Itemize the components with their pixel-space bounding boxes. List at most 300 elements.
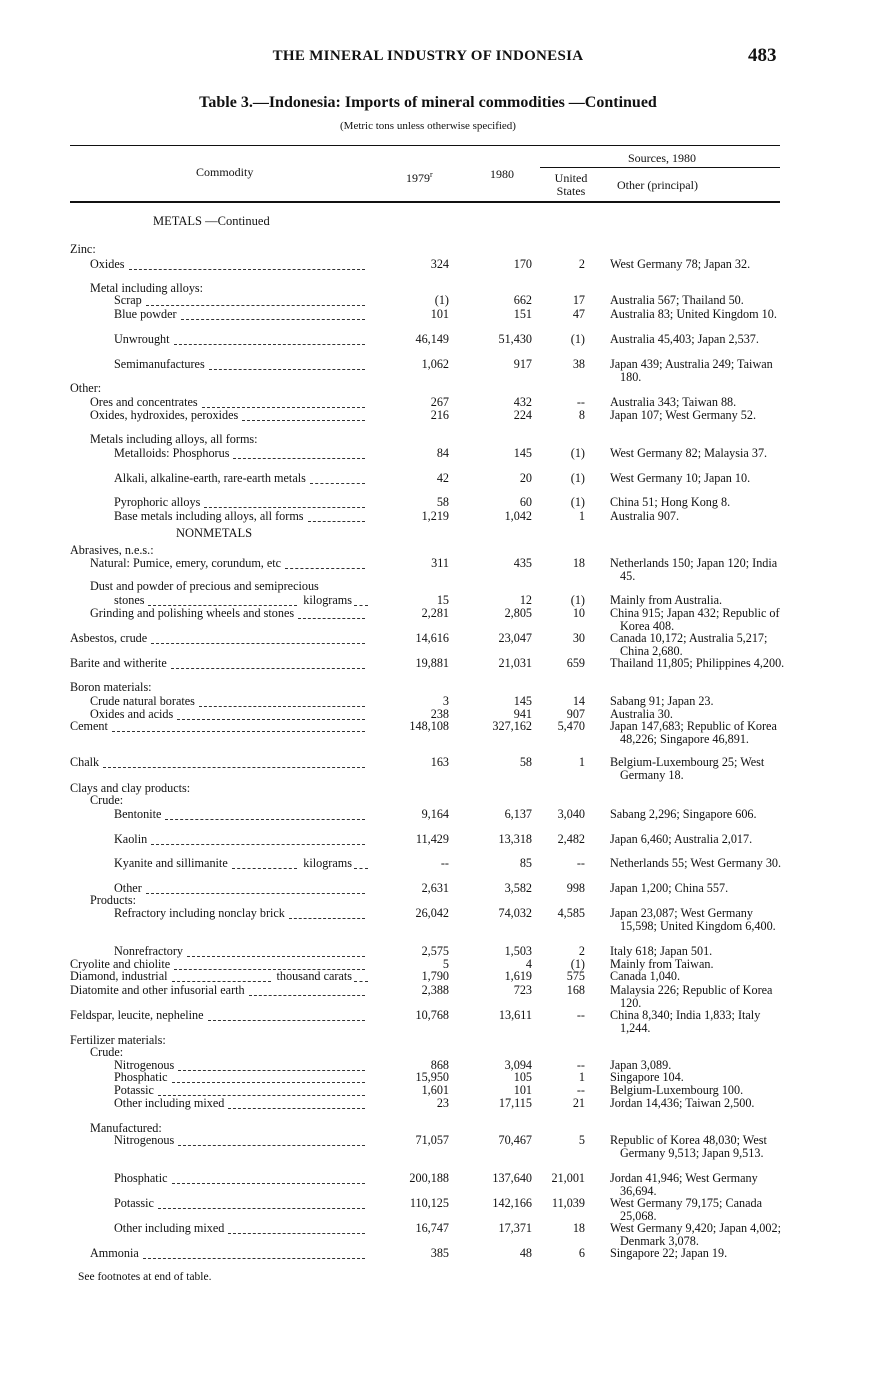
value-1979: 14,616	[415, 631, 449, 645]
unit-label: thousand carats	[276, 969, 352, 983]
commodity-label	[70, 544, 154, 557]
value-1979: 1,062	[421, 357, 449, 371]
value-1979: --	[440, 856, 449, 870]
commodity-label	[114, 1222, 224, 1235]
value-1980: 142,166	[492, 1196, 532, 1210]
commodity-label	[114, 447, 229, 460]
value-1979: 148,108	[409, 719, 449, 733]
value-united-states: 1	[578, 509, 585, 523]
other-sources	[610, 308, 785, 321]
commodity-label	[70, 1009, 204, 1022]
commodity-name: Crude natural borates	[90, 694, 195, 708]
commodity-name: Abrasives, n.e.s.:	[70, 543, 154, 557]
header-1980: 1980	[490, 167, 514, 181]
commodity-label	[70, 984, 245, 997]
commodity-label	[114, 358, 205, 371]
commodity-label	[70, 720, 108, 733]
value-1979: 2,631	[421, 881, 449, 895]
commodity-name: Diatomite and other infusorial earth	[70, 983, 245, 997]
header-bottom-rule	[70, 201, 780, 203]
value-1979: 71,057	[415, 1133, 449, 1147]
dot-leader	[354, 594, 368, 606]
value-united-states: 4,585	[557, 906, 585, 920]
dot-leader	[233, 447, 365, 459]
value-united-states: 47	[572, 307, 585, 321]
commodity-label	[90, 607, 294, 620]
value-1980: 327,162	[492, 719, 532, 733]
value-united-states: 8	[578, 408, 585, 422]
dot-leader	[177, 708, 365, 720]
value-1979: 267	[430, 395, 449, 409]
value-united-states: 1	[578, 755, 585, 769]
dot-leader	[228, 1222, 365, 1234]
value-united-states: 11,039	[551, 1196, 585, 1210]
commodity-label	[70, 382, 101, 395]
commodity-label	[70, 632, 147, 645]
value-1980: 58	[519, 755, 532, 769]
value-1980: 435	[513, 556, 532, 570]
unit-label: kilograms	[303, 856, 352, 870]
other-sources-text: West Germany 79,175; Canada 25,068.	[610, 1196, 762, 1223]
value-united-states: 907	[566, 707, 585, 721]
value-1980: 51,430	[498, 332, 532, 346]
value-1979: 1,219	[421, 509, 449, 523]
value-1980: 1,042	[504, 509, 532, 523]
other-sources-text: Canada 10,172; Australia 5,217; China 2,680.	[610, 631, 768, 658]
commodity-label	[114, 472, 306, 485]
commodity-name: Kaolin	[114, 832, 148, 846]
commodity-name: Blue powder	[114, 307, 177, 321]
value-united-states: 38	[572, 357, 585, 371]
other-sources-text: Canada 1,040.	[610, 969, 681, 983]
commodity-label	[70, 657, 167, 670]
value-united-states: 6	[578, 1246, 585, 1260]
value-1980: 17,371	[498, 1221, 532, 1235]
value-1979: 2,281	[421, 606, 449, 620]
commodity-name: Other:	[70, 381, 102, 395]
value-1980: 662	[513, 293, 532, 307]
dot-leader	[249, 984, 365, 996]
value-united-states: 14	[572, 694, 585, 708]
value-united-states: 3,040	[557, 807, 585, 821]
value-1980: 3,094	[504, 1058, 532, 1072]
other-sources-text: Thailand 11,805; Philippines 4,200.	[610, 656, 785, 670]
value-1979: 3	[442, 694, 449, 708]
other-sources-text: West Germany 10; Japan 10.	[610, 471, 751, 485]
commodity-name: Phosphatic	[114, 1070, 168, 1084]
commodity-name: Cryolite and chiolite	[70, 957, 171, 971]
dot-leader	[172, 1071, 366, 1083]
commodity-name: Boron materials:	[70, 680, 152, 694]
commodity-label	[90, 1247, 139, 1260]
value-1980: 48	[519, 1246, 532, 1260]
commodity-name: Oxides and acids	[90, 707, 174, 721]
value-1980: 23,047	[498, 631, 532, 645]
commodity-label	[90, 580, 319, 593]
other-sources	[610, 496, 785, 509]
other-sources-text: Mainly from Taiwan.	[610, 957, 714, 971]
value-united-states: 168	[566, 983, 585, 997]
value-1979: 9,164	[421, 807, 449, 821]
dot-leader	[289, 907, 365, 919]
dot-leader	[146, 882, 365, 894]
other-sources-text: West Germany 82; Malaysia 37.	[610, 446, 768, 460]
other-sources	[610, 882, 785, 895]
other-sources-text: Japan 6,460; Australia 2,017.	[610, 832, 753, 846]
commodity-name: Grinding and polishing wheels and stones	[90, 606, 295, 620]
value-united-states: (1)	[570, 332, 585, 346]
dot-leader	[228, 1097, 365, 1109]
value-1980: 20	[519, 471, 532, 485]
value-1980: 21,031	[498, 656, 532, 670]
dot-leader	[129, 258, 365, 270]
commodity-name: Alkali, alkaline-earth, rare-earth metals	[114, 471, 306, 485]
value-united-states: 21	[572, 1096, 585, 1110]
commodity-name: Dust and powder of precious and semiprecious	[90, 579, 319, 593]
value-united-states: --	[576, 1008, 585, 1022]
footnote: See footnotes at end of table.	[78, 1271, 212, 1283]
other-sources	[610, 1172, 785, 1197]
commodity-label	[90, 695, 195, 708]
commodity-label	[114, 1172, 168, 1185]
other-sources	[610, 1247, 785, 1260]
value-1979: 19,881	[415, 656, 449, 670]
value-1979: 110,125	[409, 1196, 449, 1210]
commodity-label	[90, 396, 198, 409]
commodity-name: Cement	[70, 719, 108, 733]
other-sources-text: Netherlands 150; Japan 120; India 45.	[610, 556, 778, 583]
commodity-name: Base metals including alloys, all forms	[114, 509, 304, 523]
commodity-name: Oxides, hydroxides, peroxides	[90, 408, 239, 422]
commodity-name: Metals including alloys, all forms:	[90, 432, 258, 446]
value-1980: 70,467	[498, 1133, 532, 1147]
dot-leader	[199, 695, 365, 707]
value-1980: 151	[513, 307, 532, 321]
other-sources-text: Republic of Korea 48,030; West Germany 9,513; Japan 9,513.	[610, 1133, 767, 1160]
other-sources-text: Sabang 91; Japan 23.	[610, 694, 714, 708]
value-united-states: 18	[572, 556, 585, 570]
dot-leader	[151, 833, 365, 845]
commodity-name: Semimanufactures	[114, 357, 205, 371]
commodity-label	[70, 243, 96, 256]
value-1979: 26,042	[415, 906, 449, 920]
value-1979: 324	[430, 257, 449, 271]
other-sources	[610, 594, 785, 607]
other-sources	[610, 358, 785, 383]
other-sources-text: Japan 147,683; Republic of Korea 48,226; Singapore 46,891.	[610, 719, 777, 746]
commodity-label	[90, 1046, 123, 1059]
value-united-states: --	[576, 856, 585, 870]
value-united-states: 5	[578, 1133, 585, 1147]
commodity-label	[114, 308, 177, 321]
value-1980: 105	[513, 1070, 532, 1084]
commodity-label	[90, 433, 258, 446]
commodity-name: Zinc:	[70, 242, 96, 256]
dot-leader	[158, 1084, 365, 1096]
page-number: 483	[748, 45, 777, 66]
table-subtitle: (Metric tons unless otherwise specified)	[340, 120, 516, 132]
running-title: THE MINERAL INDUSTRY OF INDONESIA	[272, 48, 584, 64]
other-sources-text: Mainly from Australia.	[610, 593, 723, 607]
commodity-label	[90, 794, 123, 807]
other-sources	[610, 1134, 785, 1159]
commodity-label	[90, 894, 136, 907]
value-1979: 11,429	[415, 832, 449, 846]
value-united-states: 2	[578, 944, 585, 958]
commodity-name: Fertilizer materials:	[70, 1033, 166, 1047]
value-united-states: 998	[566, 881, 585, 895]
other-sources	[610, 808, 785, 821]
value-united-states: 17	[572, 293, 585, 307]
dot-leader	[151, 632, 365, 644]
commodity-name: Manufactured:	[90, 1121, 162, 1135]
other-sources	[610, 970, 785, 983]
dot-leader	[148, 594, 297, 606]
commodity-name: Clays and clay products:	[70, 781, 191, 795]
commodity-name: Ammonia	[90, 1246, 139, 1260]
commodity-name: Phosphatic	[114, 1171, 168, 1185]
dot-leader	[310, 472, 365, 484]
commodity-name: Unwrought	[114, 332, 170, 346]
value-1979: 1,790	[421, 969, 449, 983]
other-sources	[610, 720, 785, 745]
commodity-name: Nonrefractory	[114, 944, 184, 958]
value-1979: 15,950	[415, 1070, 449, 1084]
dot-leader	[202, 396, 365, 408]
other-sources-text: West Germany 9,420; Japan 4,002; Denmark 3,078.	[610, 1221, 781, 1248]
value-1980: 1,503	[504, 944, 532, 958]
other-sources	[610, 1197, 785, 1222]
value-united-states: 18	[572, 1221, 585, 1235]
commodity-label	[90, 557, 281, 570]
value-1979: 238	[430, 707, 449, 721]
value-united-states: 659	[566, 656, 585, 670]
dot-leader	[178, 1134, 365, 1146]
value-united-states: 21,001	[551, 1171, 585, 1185]
commodity-name: Kyanite and sillimanite	[114, 856, 228, 870]
other-sources	[610, 447, 785, 460]
dot-leader	[171, 657, 365, 669]
value-1980: 12	[519, 593, 532, 607]
dot-leader	[181, 308, 365, 320]
commodity-label	[114, 510, 304, 523]
dot-leader	[112, 720, 365, 732]
sources-rule	[540, 167, 780, 168]
value-1980: 13,611	[498, 1008, 532, 1022]
commodity-label	[70, 756, 99, 769]
other-sources-text: Australia 567; Thailand 50.	[610, 293, 744, 307]
value-united-states: (1)	[570, 957, 585, 971]
header-united-states: United States	[554, 171, 588, 198]
value-1979: 23	[436, 1096, 449, 1110]
value-1979: 58	[436, 495, 449, 509]
other-sources	[610, 1097, 785, 1110]
header-top-rule	[70, 145, 780, 146]
commodity-name: Other	[114, 881, 142, 895]
header-commodity: Commodity	[196, 165, 254, 179]
other-sources-text: Australia 45,403; Japan 2,537.	[610, 332, 759, 346]
other-sources	[610, 1222, 785, 1247]
value-1980: 60	[519, 495, 532, 509]
commodity-name: Refractory including nonclay brick	[114, 906, 285, 920]
other-sources-text: Japan 1,200; China 557.	[610, 881, 729, 895]
value-1979: 385	[430, 1246, 449, 1260]
dot-leader	[208, 1009, 365, 1021]
running-head	[0, 45, 875, 70]
other-sources-text: Belgium-Luxembourg 100.	[610, 1083, 744, 1097]
dot-leader	[146, 294, 365, 306]
value-1980: 224	[513, 408, 532, 422]
other-sources	[610, 510, 785, 523]
commodity-label	[114, 333, 170, 346]
commodity-name: Potassic	[114, 1196, 154, 1210]
value-united-states: --	[576, 1058, 585, 1072]
value-1979: 46,149	[415, 332, 449, 346]
value-1980: 4	[525, 957, 532, 971]
other-sources-text: Malaysia 226; Republic of Korea 120.	[610, 983, 773, 1010]
commodity-name: Metal including alloys:	[90, 281, 204, 295]
value-1980: 1,619	[504, 969, 532, 983]
dot-leader	[242, 409, 365, 421]
other-sources-text: Australia 83; United Kingdom 10.	[610, 307, 777, 321]
other-sources-text: Sabang 2,296; Singapore 606.	[610, 807, 757, 821]
commodity-label	[70, 970, 168, 983]
value-1980: 2,805	[504, 606, 532, 620]
value-1980: 145	[513, 694, 532, 708]
other-sources	[610, 472, 785, 485]
value-1980: 917	[513, 357, 532, 371]
commodity-name: Metalloids: Phosphorus	[114, 446, 230, 460]
other-sources	[610, 294, 785, 307]
value-1979: 2,575	[421, 944, 449, 958]
commodity-label	[114, 907, 285, 920]
value-united-states: 575	[566, 969, 585, 983]
commodity-label	[114, 1134, 174, 1147]
commodity-name: Products:	[90, 893, 137, 907]
commodity-label	[114, 294, 142, 307]
commodity-name: Diamond, industrial	[70, 969, 168, 983]
value-1980: 3,582	[504, 881, 532, 895]
dot-leader	[172, 1172, 366, 1184]
other-sources	[610, 409, 785, 422]
commodity-label	[114, 594, 144, 607]
value-1979: 216	[430, 408, 449, 422]
commodity-name: Natural: Pumice, emery, corundum, etc	[90, 556, 282, 570]
dot-leader	[354, 970, 368, 982]
commodity-label	[90, 409, 238, 422]
commodity-name: Ores and concentrates	[90, 395, 198, 409]
value-1979: 15	[436, 593, 449, 607]
other-sources-text: Singapore 104.	[610, 1070, 684, 1084]
dot-leader	[158, 1197, 365, 1209]
value-1980: 723	[513, 983, 532, 997]
value-1979: 16,747	[415, 1221, 449, 1235]
other-sources	[610, 557, 785, 582]
other-sources-text: West Germany 78; Japan 32.	[610, 257, 751, 271]
dot-leader	[204, 496, 365, 508]
header-1979-revised-mark: r	[430, 170, 433, 179]
value-united-states: 2	[578, 257, 585, 271]
commodity-name: Asbestos, crude	[70, 631, 148, 645]
other-sources	[610, 632, 785, 657]
other-sources	[610, 984, 785, 1009]
commodity-name: Crude:	[90, 1045, 124, 1059]
value-1980: 85	[519, 856, 532, 870]
value-1979: 1,601	[421, 1083, 449, 1097]
commodity-name: Other including mixed	[114, 1096, 225, 1110]
other-sources-text: Australia 343; Taiwan 88.	[610, 395, 737, 409]
value-united-states: --	[576, 395, 585, 409]
other-sources-text: Japan 3,089.	[610, 1058, 672, 1072]
commodity-name: Potassic	[114, 1083, 154, 1097]
commodity-label	[114, 808, 161, 821]
dot-leader	[298, 607, 365, 619]
dot-leader	[354, 857, 368, 869]
header-other: Other (principal)	[617, 178, 698, 192]
other-sources-text: Jordan 41,946; West Germany 36,694.	[610, 1171, 758, 1198]
value-1979: 42	[436, 471, 449, 485]
value-united-states: (1)	[570, 471, 585, 485]
value-united-states: 2,482	[557, 832, 585, 846]
other-sources	[610, 1071, 785, 1084]
other-sources-text: Singapore 22; Japan 19.	[610, 1246, 728, 1260]
dot-leader	[285, 557, 365, 569]
section-nonmetals: NONMETALS	[176, 526, 253, 540]
commodity-label	[114, 857, 228, 870]
commodity-label	[114, 1197, 154, 1210]
value-united-states: 5,470	[557, 719, 585, 733]
value-1979: (1)	[434, 293, 449, 307]
value-1980: 17,115	[498, 1096, 532, 1110]
value-united-states: 30	[572, 631, 585, 645]
dot-leader	[232, 857, 298, 869]
other-sources	[610, 657, 785, 670]
header-1979	[406, 168, 433, 185]
header-sources: Sources, 1980	[628, 151, 696, 165]
other-sources	[610, 396, 785, 409]
dot-leader	[172, 970, 271, 982]
value-1980: 6,137	[504, 807, 532, 821]
other-sources-text: China 51; Hong Kong 8.	[610, 495, 731, 509]
commodity-label	[90, 258, 125, 271]
value-united-states: (1)	[570, 446, 585, 460]
commodity-name: Barite and witherite	[70, 656, 167, 670]
commodity-name: Pyrophoric alloys	[114, 495, 201, 509]
other-sources-text: China 8,340; India 1,833; Italy 1,244.	[610, 1008, 761, 1035]
other-sources-text: Japan 107; West Germany 52.	[610, 408, 757, 422]
other-sources	[610, 333, 785, 346]
other-sources-text: Australia 30.	[610, 707, 673, 721]
value-1979: 868	[430, 1058, 449, 1072]
commodity-label	[114, 1097, 224, 1110]
value-1980: 101	[513, 1083, 532, 1097]
value-1979: 5	[442, 957, 449, 971]
value-1980: 13,318	[498, 832, 532, 846]
commodity-name: Chalk	[70, 755, 100, 769]
commodity-label	[114, 945, 183, 958]
dot-leader	[178, 1059, 365, 1071]
other-sources-text: Japan 439; Australia 249; Taiwan 180.	[610, 357, 773, 384]
value-1979: 200,188	[409, 1171, 449, 1185]
other-sources-text: Japan 23,087; West Germany 15,598; United Kingdom 6,400.	[610, 906, 776, 933]
dot-leader	[174, 333, 365, 345]
other-sources	[610, 833, 785, 846]
other-sources	[610, 907, 785, 932]
other-sources	[610, 945, 785, 958]
commodity-name: Scrap	[114, 293, 142, 307]
table-title: Table 3.—Indonesia: Imports of mineral commodities —Continued	[199, 94, 657, 111]
dot-leader	[187, 945, 365, 957]
